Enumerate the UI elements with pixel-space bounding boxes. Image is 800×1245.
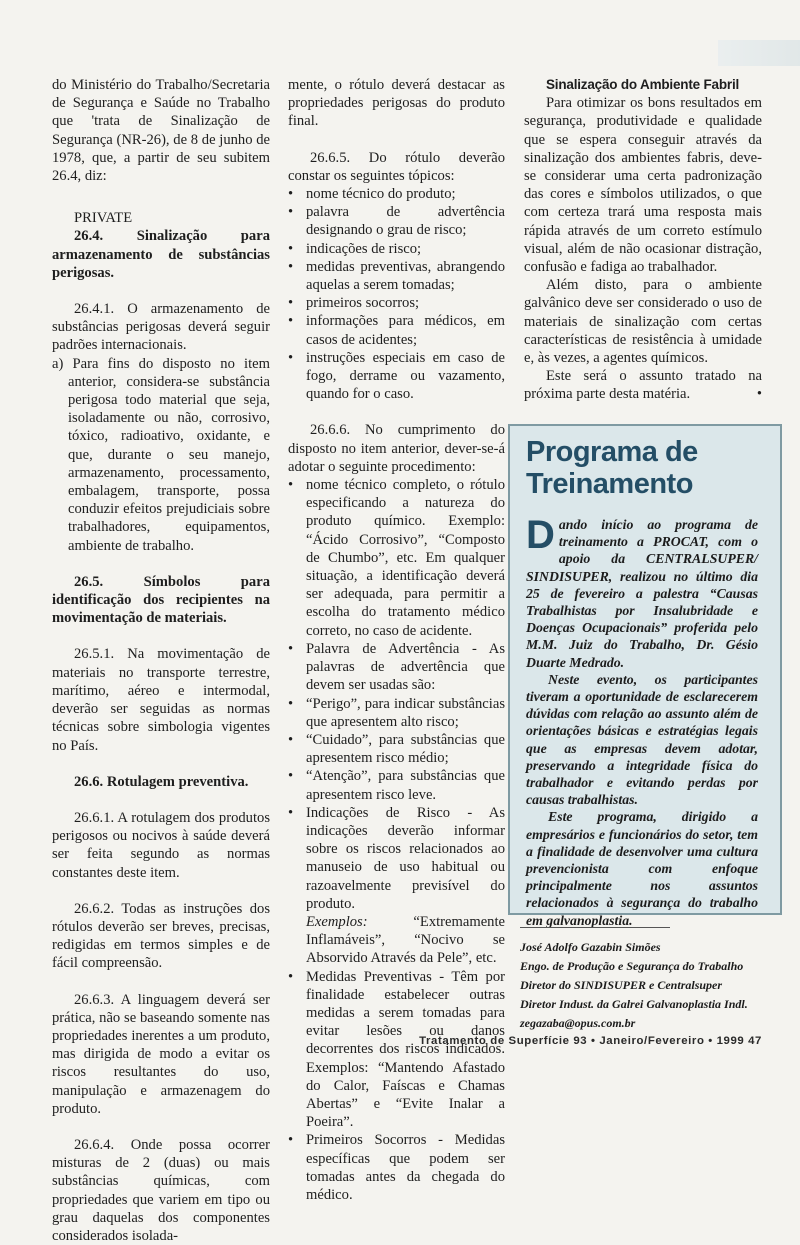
list-item: • primeiros socorros; xyxy=(288,294,505,312)
list-item: • nome técnico do produto; xyxy=(288,185,505,203)
private-marker: PRIVATE xyxy=(74,210,133,227)
column-3-paragraph: Para otimizar os bons resultados em segurança, produtividade e qualidade que se espera conseguir através da sinalização dos ambientes fabris, deve-se considerar uma certa padronização das cores e símbolos utilizados, o que com certeza trará uma resposta mais rápida através de um correto estímulo visual, além de não ocasionar distração, confusão e fadiga ao trabalhador. xyxy=(524,95,762,276)
heading-26-5: 26.5. Símbolos para identificação dos recipientes na movimentação de materiais. xyxy=(52,573,270,627)
closing-sentence: Este será o assunto tratado na próxima parte desta matéria. xyxy=(524,368,762,403)
list-item: • Primeiros Socorros - Medidas específicas que podem ser tomadas antes da chegada do médico. xyxy=(288,1131,505,1204)
end-mark: • xyxy=(756,386,762,403)
paragraph-a: a) Para fins do disposto no item anterior, considera-se substância perigosa todo material que seja, isoladamente ou não, corrosivo, tóxico, radioativo, oxidante, e que, durante o seu manejo, armazenamento, processamento, embalagem, transporte, possa conduzir efeitos prejudiciais sobre trabalhadores, equipamentos, ambiente de trabalho. xyxy=(52,355,270,554)
box-paragraph-text: ando início ao programa de treinamento a PROCAT, com o apoio da CENTRALSUPER/ SINDISUPER, realizou no último dia 25 de fevereiro a palestra “Causas Trabalhistas por Insalubridade e Doenças Ocupacionais” proferida pelo M.M. Juiz do Trabalho, Dr. Gésio Duarte Medrado. xyxy=(526,517,758,670)
column-3-paragraph: Além disto, para o ambiente galvânico deve ser considerado o uso de materiais de sinalização com certas características de resistência à umidade e, às vezes, a agentes químicos. xyxy=(524,277,762,367)
list-item: • “Cuidado”, para substâncias que apresentem risco médio; xyxy=(288,731,505,767)
paragraph-26-6-5: 26.6.5. Do rótulo deverão constar os seguintes tópicos: xyxy=(288,149,505,184)
paragraph-26-4-1: 26.4.1. O armazenamento de substâncias perigosas deverá seguir padrões internacionais. xyxy=(52,301,270,354)
paragraph-26-5-1: 26.5.1. Na movimentação de materiais no transporte terrestre, marítimo, aéreo e intermodal, deverão ser seguidas as normas técnicas sobre simbologia vigentes no País. xyxy=(52,646,270,754)
author-email[interactable]: zegazaba@opus.com.br xyxy=(520,1016,636,1030)
box-paragraph: Neste evento, os participantes tiveram a oportunidade de esclarecerem dúvidas com relação ao assunto além de orientações básicas e estratégias legais que as empresas devem adotar, preservando a integridade física do trabalhador e evitando perdas por causas trabalhistas. xyxy=(526,671,758,808)
box-body xyxy=(526,513,758,929)
paragraph-26-6-2: 26.6.2. Todas as instruções dos rótulos deverão ser breves, precisas, redigidas em termos simples e de fácil compreensão. xyxy=(52,900,270,972)
heading-26-4: 26.4. Sinalização para armazenamento de substâncias perigosas. xyxy=(52,228,270,281)
examples-text: “Extremamente Inflamáveis”, “Nocivo se Absorvido Através da Pele”, etc. xyxy=(306,913,505,967)
author-title: Diretor Indust. da Galrei Galvanoplastia Indl. xyxy=(520,997,748,1011)
examples-line xyxy=(288,913,505,968)
paragraph-26-6-3: 26.6.3. A linguagem deverá ser prática, não se baseando somente nas propriedades inerentes a um produto, mas dirigida de modo a evitar os riscos resultantes do uso, manipulação e armazenagem do produto. xyxy=(52,991,270,1117)
training-program-box xyxy=(508,424,782,928)
list-item: • indicações de risco; xyxy=(288,240,505,258)
procedure-list xyxy=(288,476,505,913)
author-name: José Adolfo Gazabin Simões xyxy=(520,940,661,954)
drop-cap: D xyxy=(526,513,555,557)
column-3-paragraph xyxy=(524,367,762,403)
signature-rule xyxy=(520,927,670,928)
box-paragraph: Este programa, dirigido a empresários e funcionários do setor, tem a finalidade de desenvolver uma cultura prevencionista com enfoque principalmente nos assuntos relacionados à segurança do trabalho em galvanoplastia. xyxy=(526,809,758,928)
intro-paragraph: do Ministério do Trabalho/Secretaria de Segurança e Saúde no Trabalho que 'trata de Sinalização de Segurança (NR-26), de 8 de junho de 1978, que, a partir de seu subitem 26.4, diz: xyxy=(52,77,270,185)
corner-tab-decoration xyxy=(718,40,800,66)
paragraph-26-6-6: 26.6.6. No cumprimento do disposto no item anterior, dever-se-á adotar o seguinte procedimento: xyxy=(288,422,505,475)
list-item: • Palavra de Advertência - As palavras de advertência que devem ser usadas são: xyxy=(288,640,505,695)
list-item: • nome técnico completo, o rótulo especificando a natureza do produto químico. Exemplo: “Ácido Corrosivo”, “Composto de Chumbo”, etc. Em qualquer situação, a identificação deverá ser adequada, para permitir a escolha do tratamento médico correto, no caso de acidente. xyxy=(288,476,505,640)
continuation-paragraph: mente, o rótulo deverá destacar as propriedades perigosas do produto final. xyxy=(288,77,505,130)
author-block xyxy=(520,938,782,1033)
page-footer: Tratamento de Superfície 93 • Janeiro/Fevereiro • 1999 47 xyxy=(419,1035,762,1047)
procedure-list-continued xyxy=(288,968,505,1205)
list-item: • Medidas Preventivas - Têm por finalidade estabelecer outras medidas a serem tomadas para evitar lesões ou danos decorrentes dos riscos indicados. Exemplos: “Mantendo Afastado do Calor, Faíscas e Chamas Abertas” e “Evite Inalar a Poeira”. xyxy=(288,968,505,1132)
author-title: Engo. de Produção e Segurança do Trabalho xyxy=(520,959,744,973)
list-item: • Indicações de Risco - As indicações deverão informar sobre os riscos relacionados ao manuseio de uso habitual ou razoavelmente previsível do produto. xyxy=(288,804,505,913)
box-paragraph xyxy=(526,513,758,671)
list-item: • “Perigo”, para indicar substâncias que apresentem alto risco; xyxy=(288,695,505,731)
examples-label: Exemplos: xyxy=(306,913,368,930)
paragraph-26-6-4: 26.6.4. Onde possa ocorrer misturas de 2 (duas) ou mais substâncias químicas, com propriedades que variem em tipo ou grau daquelas dos componentes considerados isolada- xyxy=(52,1136,270,1244)
section-heading: Sinalização do Ambiente Fabril xyxy=(546,77,740,92)
list-item: • informações para médicos, em casos de acidentes; xyxy=(288,312,505,348)
heading-26-6: 26.6. Rotulagem preventiva. xyxy=(74,773,249,790)
label-topics-list xyxy=(288,185,505,403)
list-item: • “Atenção”, para substâncias que apresentem risco leve. xyxy=(288,767,505,803)
author-title: Diretor do SINDISUPER e Centralsuper xyxy=(520,978,723,992)
list-item: • medidas preventivas, abrangendo aquelas a serem tomadas; xyxy=(288,258,505,294)
column-3 xyxy=(524,76,762,404)
list-item: • palavra de advertência designando o grau de risco; xyxy=(288,203,505,239)
box-title: Programa de Treinamento xyxy=(526,436,698,500)
column-1 xyxy=(52,76,270,1245)
paragraph-26-6-1: 26.6.1. A rotulagem dos produtos perigosos ou nocivos à saúde deverá ser feita segundo as normas constantes deste item. xyxy=(52,809,270,881)
list-item: • instruções especiais em caso de fogo, derrame ou vazamento, quando for o caso. xyxy=(288,349,505,404)
